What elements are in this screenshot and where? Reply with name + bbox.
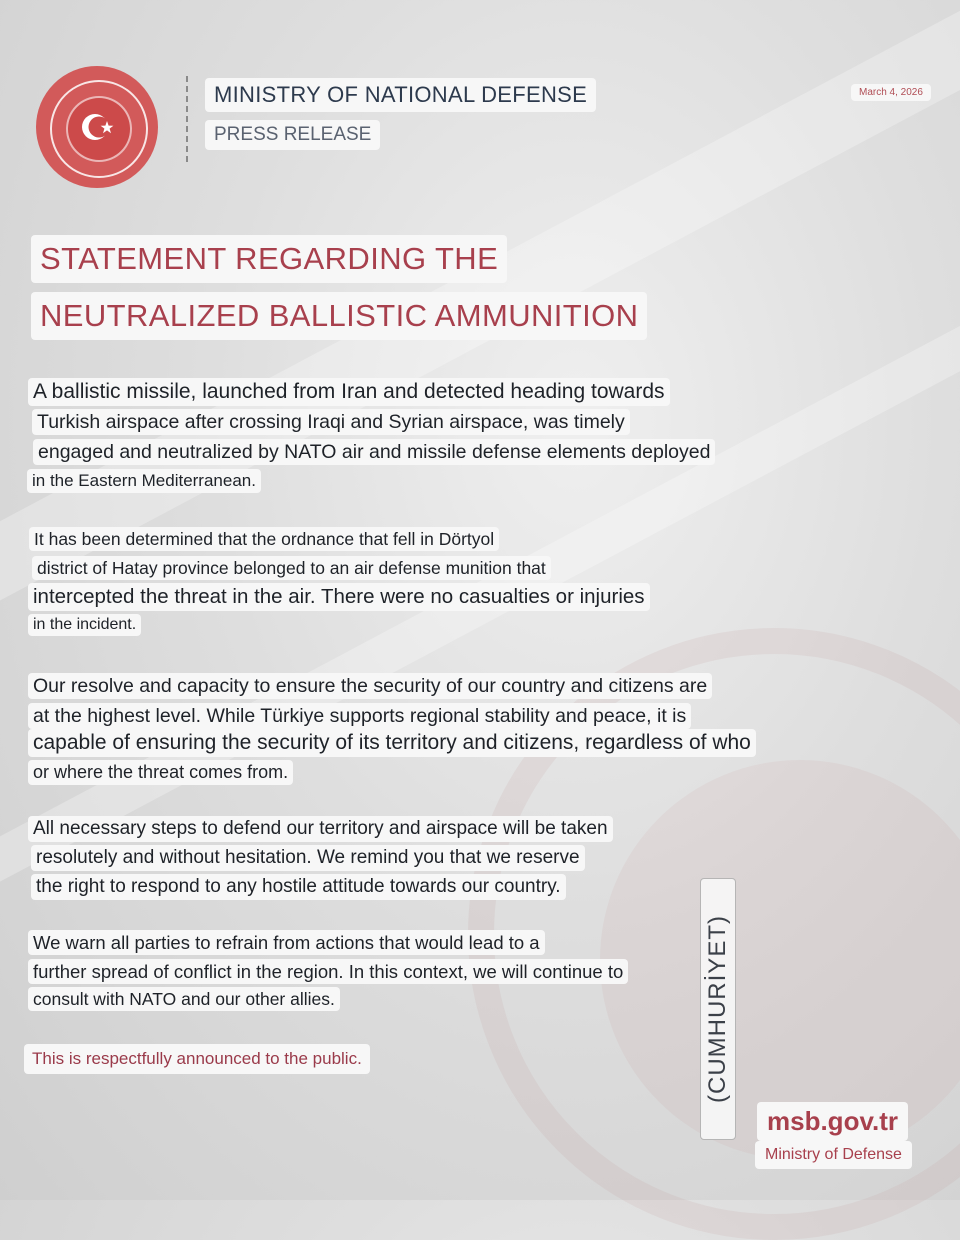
statement-title-line-2: NEUTRALIZED BALLISTIC AMMUNITION: [31, 292, 647, 340]
release-date: March 4, 2026: [851, 84, 931, 101]
paragraph-3-line: Our resolve and capacity to ensure the security of our country and citizens are: [28, 673, 712, 699]
paragraph-1-line: in the Eastern Mediterranean.: [27, 469, 261, 493]
crescent-star-icon: [77, 107, 117, 147]
paragraph-5-line: consult with NATO and our other allies.: [28, 987, 340, 1011]
paragraph-2-line: It has been determined that the ordnance that fell in Dörtyol: [29, 527, 499, 551]
website-link[interactable]: msb.gov.tr: [757, 1102, 908, 1141]
paragraph-3-line: or where the threat comes from.: [28, 760, 293, 785]
paragraph-1-line: Turkish airspace after crossing Iraqi and Syrian airspace, was timely: [32, 409, 630, 435]
paragraph-4-line: All necessary steps to defend our territory and airspace will be taken: [28, 816, 613, 842]
paragraph-2-line: district of Hatay province belonged to an air defense munition that: [32, 556, 551, 580]
vertical-stamp-text: (CUMHURİYET): [700, 878, 736, 1140]
closing-announcement: This is respectfully announced to the public.: [24, 1044, 370, 1074]
statement-title-line-1: STATEMENT REGARDING THE: [31, 235, 507, 283]
paragraph-2-line: in the incident.: [28, 614, 141, 636]
ministry-name: MINISTRY OF NATIONAL DEFENSE: [205, 78, 596, 112]
document-type: PRESS RELEASE: [205, 120, 380, 150]
paragraph-5-line: We warn all parties to refrain from actions that would lead to a: [28, 930, 545, 955]
paragraph-4-line: the right to respond to any hostile attitude towards our country.: [31, 874, 566, 900]
paragraph-3-line: capable of ensuring the security of its territory and citizens, regardless of who: [28, 729, 756, 757]
paragraph-5-line: further spread of conflict in the region. In this context, we will continue to: [28, 959, 628, 984]
paragraph-4-line: resolutely and without hesitation. We remind you that we reserve: [31, 845, 585, 871]
website-label: Ministry of Defense: [755, 1141, 912, 1169]
paragraph-1-line: A ballistic missile, launched from Iran and detected heading towards: [28, 378, 670, 406]
paragraph-2-line: intercepted the threat in the air. There were no casualties or injuries: [28, 583, 650, 611]
ministry-seal-logo: [36, 66, 158, 188]
header-divider: [186, 76, 188, 162]
paragraph-1-line: engaged and neutralized by NATO air and missile defense elements deployed: [33, 439, 715, 465]
paragraph-3-line: at the highest level. While Türkiye supports regional stability and peace, it is: [28, 703, 691, 729]
